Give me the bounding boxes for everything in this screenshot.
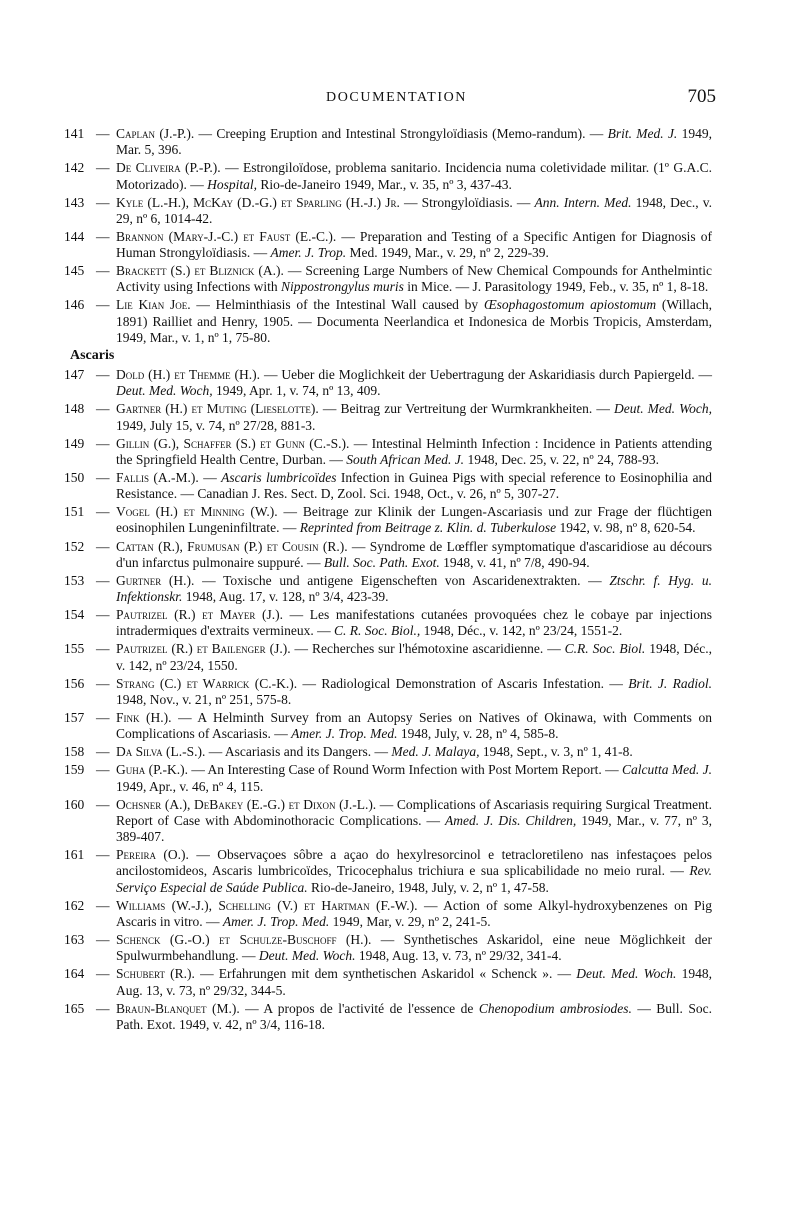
entry-authors: Brannon (Mary-J.-C.) et Faust (E.-C.).: [116, 228, 337, 244]
entry-title: — Observaçoes sôbre a açao do hexylresorcinol e tetracloretileno nas infestaçoes pelos ancilostomideos, Ascaris lumbricoïdes, Tricocephalus trichiura e sua splicabilidade no meio rural. —: [116, 847, 712, 879]
entry-citation: 1948, v. 41, nº 7/8, 490-94.: [439, 554, 590, 570]
entry-title: — Syndrome de Lœffler symptomatique d'ascaridiose au décours d'un infarctus pulmonaire suppuré. —: [116, 538, 712, 570]
entry-title: — Erfahrungen mit dem synthetischen Askaridol « Schenck ». —: [194, 966, 577, 982]
entry-dash: —: [96, 367, 110, 383]
entry-journal: Œsophagostomum apiostomum: [483, 297, 657, 313]
entry-authors: Pereira (O.).: [116, 847, 189, 863]
entry-citation: 1949, Mar, v. 29, nº 2, 241-5.: [329, 913, 491, 929]
bibliography-entry: [64, 538, 712, 571]
entry-citation: 1948, Aug. 13, v. 73, nº 29/32, 341-4.: [355, 948, 562, 964]
entries-group-ascaris: [64, 367, 713, 1033]
entry-dash: —: [96, 435, 110, 451]
running-title: DOCUMENTATION: [326, 90, 468, 105]
entry-number: 163: [64, 932, 85, 948]
bibliography-entry: [64, 401, 712, 433]
bibliography-entry: [64, 297, 712, 346]
entry-dash: —: [96, 641, 110, 657]
entry-dash: —: [96, 796, 110, 812]
entry-number: 141: [64, 126, 85, 141]
entry-authors: Braun-Blanquet (M.).: [116, 1000, 240, 1016]
entry-dash: —: [96, 228, 110, 244]
entry-authors: Vogel (H.) et Minning (W.).: [116, 504, 278, 520]
entry-dash: —: [96, 1000, 110, 1016]
entry-number: 150: [64, 469, 85, 485]
entry-citation: Rio-de-Janeiro 1949, Mar., v. 35, nº 3, 437-43.: [257, 176, 512, 192]
entry-number: 158: [64, 744, 85, 760]
entry-number: 149: [64, 435, 85, 451]
entry-number: 143: [64, 194, 85, 210]
entry-citation: 1942, v. 98, nº 8, 620-54.: [556, 520, 696, 536]
entry-dash: —: [96, 966, 110, 982]
entry-authors: Guha (P.-K.).: [116, 762, 188, 778]
entry-number: 159: [64, 762, 85, 778]
entry-journal: Ascaris lumbricoïdes: [221, 469, 337, 485]
entry-number: 157: [64, 710, 85, 726]
entry-number: 162: [64, 897, 85, 913]
entry-dash: —: [96, 194, 110, 210]
entry-title: — Ascariasis and its Dangers. —: [205, 744, 392, 760]
bibliography-entry: [64, 126, 712, 158]
entry-citation: (Willach, 1891) Railliet and Henry, 1905. — Documenta Neerlandica et Indonesica de Morbis Tropicis, Amsterdam, 1949, Mar., v. 1, nº 1, 75-80.: [116, 297, 712, 345]
entry-citation: 1948, Sept., v. 3, nº 1, 41-8.: [479, 744, 633, 760]
entry-dash: —: [96, 710, 110, 726]
entry-citation: 1948, Aug. 17, v. 128, nº 3/4, 423-39.: [182, 589, 389, 605]
bibliography-entry: [64, 641, 712, 673]
entry-journal: Rev. Serviço Especial de Saúde Publica.: [116, 863, 712, 895]
entry-dash: —: [96, 762, 110, 778]
entry-citation: 1949, Mar. 5, 396.: [116, 126, 712, 158]
entry-number: 164: [64, 966, 85, 982]
entry-number: 145: [64, 263, 85, 279]
entry-citation: Infection in Guinea Pigs with special reference to Eosinophilia and Resistance. — Canadian J. Res. Sect. D, Zool. Sci. 1948, Oct., v. 26, nº 5, 307-27.: [116, 469, 713, 502]
bibliography-entry: [64, 1000, 712, 1033]
entry-authors: Kyle (L.-H.), McKay (D.-G.) et Sparling (H.-J.) Jr.: [116, 194, 400, 210]
entry-citation: Med. 1949, Mar., v. 29, nº 2, 229-39.: [346, 245, 549, 261]
entry-journal: Reprinted from Beitrage z. Klin. d. Tuberkulose: [299, 520, 557, 536]
entry-title: — Helminthiasis of the Intestinal Wall caused by: [190, 297, 484, 313]
entry-journal: Amer. J. Trop. Med.: [291, 726, 398, 742]
entry-title: — Intestinal Helminth Infection : Incidence in Patients attending the Springfield Health Centre, Durban. —: [116, 435, 713, 467]
entry-journal: Amed. J. Dis. Children,: [444, 812, 577, 828]
entry-citation: 1948, Dec., v. 29, nº 6, 1014-42.: [116, 194, 712, 226]
entry-number: 154: [64, 607, 85, 623]
bibliography-entry: [64, 796, 713, 846]
entry-dash: —: [96, 504, 110, 520]
entry-authors: Caplan (J.-P.).: [116, 126, 195, 141]
entry-citation: 1948, Dec. 25, v. 22, nº 24, 788-93.: [464, 451, 659, 467]
entry-dash: —: [96, 897, 110, 913]
entry-citation: 1948, Déc., v. 142, nº 23/24, 1550.: [116, 641, 712, 673]
entry-authors: Ochsner (A.), DeBakey (E.-G.) et Dixon (J.-L.).: [116, 796, 377, 812]
entry-authors: Schubert (R.).: [116, 966, 195, 982]
entry-journal: Med. J. Malaya,: [391, 744, 480, 760]
entry-title: — Radiological Demonstration of Ascaris Infestation. —: [297, 675, 629, 691]
entry-journal: Chenopodium ambrosiodes.: [478, 1000, 632, 1016]
entry-journal: C. R. Soc. Biol.,: [334, 623, 421, 639]
entry-citation: 1949, Mar., v. 77, nº 3, 389-407.: [116, 812, 713, 845]
entry-number: 165: [64, 1000, 85, 1016]
entry-authors: Pautrizel (R.) et Mayer (J.).: [116, 607, 283, 623]
entry-authors: Williams (W.-J.), Schelling (V.) et Hartman (F.-W.).: [116, 897, 418, 913]
bibliography-entry: [64, 932, 712, 964]
entry-title: — Creeping Eruption and Intestinal Strongyloïdiasis (Memo-randum). —: [194, 126, 608, 141]
entry-dash: —: [96, 847, 110, 863]
entry-title: — Toxische und antigene Eigenscheften von Ascaridenextrakten. —: [194, 572, 610, 588]
entry-authors: De Cliveira (P.-P.).: [116, 160, 221, 176]
entry-authors: Gillin (G.), Schaffer (S.) et Gunn (C.-S.).: [116, 435, 350, 451]
entry-journal: Calcutta Med. J.: [622, 762, 712, 778]
bibliography-entry: [64, 228, 712, 261]
entry-journal: Deut. Med. Woch,: [613, 401, 712, 417]
entry-dash: —: [96, 126, 110, 141]
entry-dash: —: [96, 263, 110, 279]
entry-journal: Ztschr. f. Hyg. u. Infektionskr.: [116, 572, 713, 605]
entry-number: 146: [64, 297, 85, 313]
entry-number: 155: [64, 641, 85, 657]
entry-journal: Ann. Intern. Med.: [534, 194, 632, 210]
entry-title: — A Helminth Survey from an Autopsy Series on Natives of Okinawa, with Comments on Complications of Ascariasis. —: [116, 710, 712, 742]
entry-number: 161: [64, 847, 85, 863]
bibliography-entry: [64, 194, 712, 227]
entry-authors: Dold (H.) et Themme (H.).: [116, 367, 261, 383]
entry-authors: Da Silva (L.-S.).: [116, 744, 206, 760]
entry-dash: —: [96, 932, 110, 948]
entry-authors: Gartner (H.) et Muting (Lieselotte).: [116, 401, 319, 417]
bibliography-entry: [64, 744, 712, 760]
bibliography-entry: [64, 572, 713, 605]
entry-citation: 1949, Apr., v. 46, nº 4, 115.: [116, 778, 264, 794]
entry-dash: —: [96, 744, 110, 760]
entry-number: 160: [64, 796, 85, 812]
entry-authors: Fink (H.).: [116, 710, 172, 726]
entry-number: 148: [64, 401, 85, 417]
entry-journal: Deut. Med. Woch,: [116, 383, 213, 399]
entry-title: — Estrongiloïdose, problema sanitario. Incidencia numa coletividade militar. (1º G.A.C. Motorizado). —: [116, 160, 712, 192]
entry-number: 152: [64, 538, 85, 554]
bibliography-entry: [64, 762, 712, 794]
entry-journal: Bull. Soc. Path. Exot.: [323, 554, 440, 570]
entry-journal: C.R. Soc. Biol.: [564, 641, 646, 657]
bibliography-entry: [64, 966, 712, 998]
entry-title: — Recherches sur l'hémotoxine ascaridienne. —: [290, 641, 565, 657]
entry-title: — An Interesting Case of Round Worm Infection with Post Mortem Report. —: [188, 762, 623, 778]
page-header: [76, 86, 716, 118]
bibliography-entry: [64, 367, 712, 399]
entry-authors: Fallis (A.-M.).: [116, 469, 199, 485]
bibliography-entry: [64, 607, 712, 639]
entry-title: — Ueber die Moglichkeit der Uebertragung der Askaridiasis durch Papiergeld. —: [260, 367, 712, 383]
entry-authors: Gurtner (H.).: [116, 572, 195, 588]
section-heading: Ascaris: [70, 348, 115, 364]
entry-citation: 1948, Aug. 13, v. 73, nº 29/32, 344-5.: [116, 966, 712, 998]
entry-title: — A propos de l'activité de l'essence de: [239, 1000, 479, 1016]
entry-title: — Action of some Alkyl-hydroxybenzenes on Pig Ascaris in vitro. —: [116, 897, 712, 929]
entry-journal: Hospital,: [207, 176, 257, 192]
entry-number: 156: [64, 675, 85, 691]
bibliography: [64, 126, 713, 1035]
entry-authors: Strang (C.) et Warrick (C.-K.).: [116, 675, 298, 691]
entries-group-strongyloidiasis: [64, 126, 713, 346]
entry-number: 151: [64, 504, 85, 520]
entry-citation: — Bull. Soc. Path. Exot. 1949, v. 42, nº 3/4, 116-18.: [116, 1000, 712, 1032]
bibliography-entry: [64, 504, 712, 536]
entry-number: 153: [64, 572, 85, 588]
entry-citation: 1949, Apr. 1, v. 74, nº 13, 409.: [212, 383, 381, 399]
bibliography-entry: [64, 710, 712, 742]
entry-dash: —: [96, 401, 110, 417]
entry-title: — Preparation and Testing of a Specific Antigen for Diagnosis of Human Strongyloïdiasis. —: [116, 228, 712, 261]
bibliography-entry: [64, 675, 712, 708]
entry-title: — Complications of Ascariasis requiring Surgical Treatment. Report of Case with Abdominothoracic Complications. —: [116, 796, 712, 828]
bibliography-entry: [64, 469, 713, 502]
entry-title: —: [198, 469, 222, 485]
page-number: 705: [687, 86, 716, 107]
entry-authors: Lie Kian Joe.: [116, 297, 191, 313]
entry-citation: in Mice. — J. Parasitology 1949, Feb., v. 35, nº 1, 8-18.: [403, 279, 709, 295]
entry-journal: Deut. Med. Woch.: [258, 948, 356, 964]
bibliography-entry: [64, 897, 712, 930]
entry-dash: —: [96, 297, 110, 313]
entry-title: — Strongyloïdiasis. —: [399, 194, 535, 210]
entry-dash: —: [96, 607, 110, 623]
entry-citation: Rio-de-Janeiro, 1948, July, v. 2, nº 1, 47-58.: [307, 879, 549, 895]
bibliography-entry: [64, 435, 713, 468]
entry-citation: 1949, July 15, v. 74, nº 27/28, 881-3.: [116, 417, 316, 433]
entry-number: 142: [64, 160, 85, 176]
entry-journal: Amer. J. Trop. Med.: [222, 913, 330, 929]
entry-journal: South African Med. J.: [346, 451, 465, 467]
entry-citation: 1948, Déc., v. 142, nº 23/24, 1551-2.: [420, 623, 623, 639]
entry-journal: Amer. J. Trop.: [270, 245, 347, 261]
bibliography-entry: [64, 160, 712, 192]
entry-citation: 1948, Nov., v. 21, nº 251, 575-8.: [116, 691, 292, 707]
entry-authors: Cattan (R.), Frumusan (P.) et Cousin (R.).: [116, 538, 348, 554]
bibliography-entry: [64, 263, 713, 295]
entry-authors: Schenck (G.-O.) et Schulze-Buschoff (H.).: [116, 932, 372, 948]
entry-dash: —: [96, 538, 110, 554]
entry-number: 147: [64, 367, 85, 383]
entry-journal: Nippostrongylus muris: [280, 279, 404, 295]
entry-title: — Synthetisches Askaridol, eine neue Möglichkeit der Spulwurmbehandlung. —: [116, 932, 712, 964]
entry-dash: —: [96, 160, 110, 176]
entry-number: 144: [64, 228, 85, 244]
entry-title: — Beitrag zur Vertreitung der Wurmkrankheiten. —: [318, 401, 614, 417]
bibliography-entry: [64, 847, 712, 896]
entry-title: — Screening Large Numbers of New Chemical Compounds for Anthelmintic Activity using Infections with: [116, 263, 713, 295]
entry-journal: Brit. J. Radiol.: [628, 675, 712, 691]
entry-title: — Beitrage zur Klinik der Lungen-Ascariasis und zur Frage der flüchtigen eosinophilen Lungeninfiltrate. —: [116, 504, 712, 536]
entry-journal: Brit. Med. J.: [607, 126, 678, 141]
entry-authors: Brackett (S.) et Bliznick (A.).: [116, 263, 284, 279]
entry-citation: 1948, July, v. 28, nº 4, 585-8.: [397, 726, 559, 742]
entry-dash: —: [96, 572, 110, 588]
entry-journal: Deut. Med. Woch.: [576, 966, 677, 982]
entry-title: — Les manifestations cutanées provoquées chez le cobaye par injections intradermiques d'extraits vermineux. —: [116, 607, 712, 639]
entry-dash: —: [96, 469, 110, 485]
entry-dash: —: [96, 675, 110, 691]
entry-authors: Pautrizel (R.) et Bailenger (J.).: [116, 641, 291, 657]
